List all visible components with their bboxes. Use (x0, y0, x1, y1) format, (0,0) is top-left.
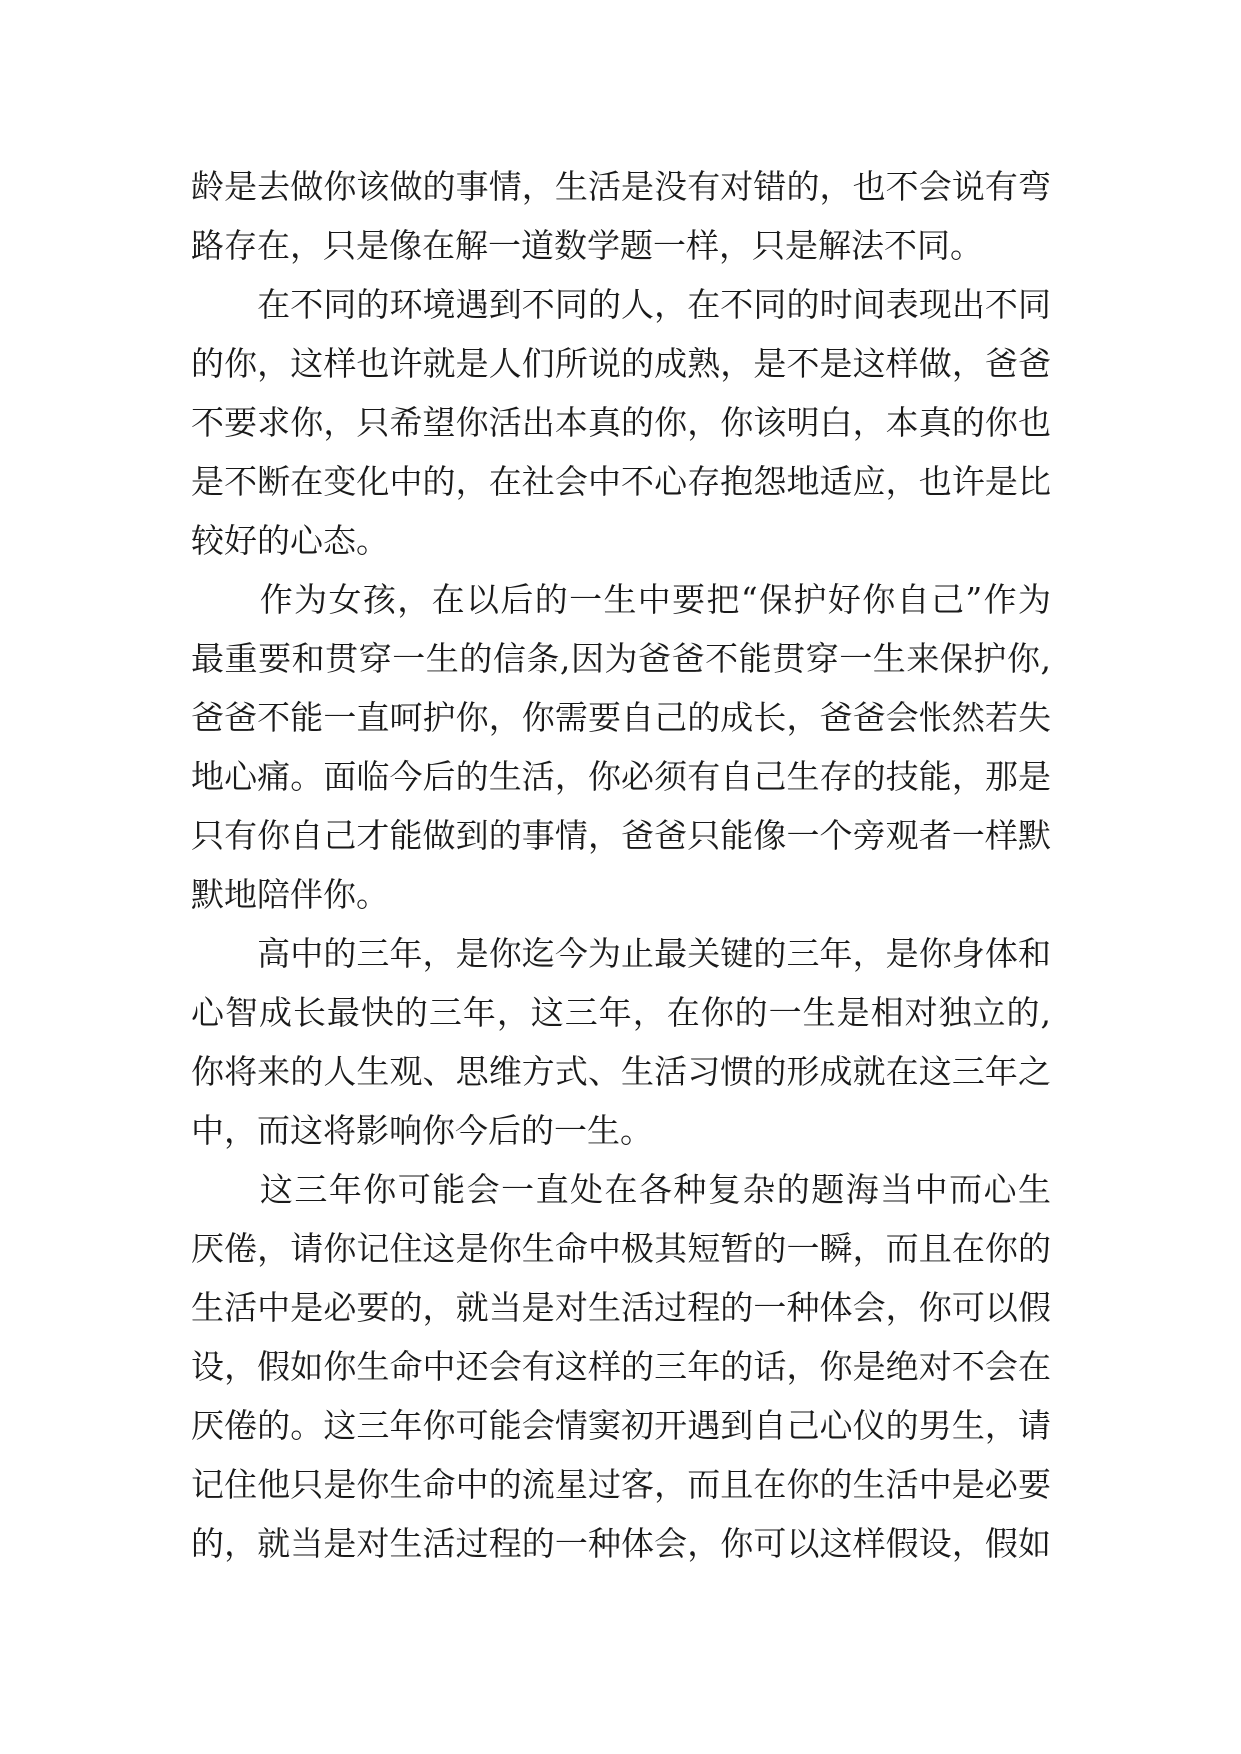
text-line: 最重要和贯穿一生的信条,因为爸爸不能贯穿一生来保护你, (191, 639, 1051, 678)
text-line: 只有你自己才能做到的事情，爸爸只能像一个旁观者一样默 (191, 816, 1051, 855)
text-line: 爸爸不能一直呵护你，你需要自己的成长，爸爸会怅然若失 (191, 698, 1051, 737)
text-line: 心智成长最快的三年，这三年，在你的一生是相对独立的, (191, 993, 1051, 1032)
text-line: 高中的三年，是你迄今为止最关键的三年，是你身体和 (191, 934, 1051, 973)
text-line: 记住他只是你生命中的流星过客，而且在你的生活中是必要 (191, 1465, 1051, 1504)
text-line: 厌倦的。这三年你可能会情窦初开遇到自己心仪的男生，请 (191, 1406, 1051, 1445)
text-line: 龄是去做你该做的事情，生活是没有对错的，也不会说有弯 (191, 167, 1051, 206)
text-line: 你将来的人生观、思维方式、生活习惯的形成就在这三年之 (191, 1052, 1051, 1091)
text-line: 在不同的环境遇到不同的人，在不同的时间表现出不同 (191, 285, 1051, 324)
text-line: 较好的心态。 (191, 521, 389, 560)
text-line: 中，而这将影响你今后的一生。 (191, 1111, 653, 1150)
text-line: 默地陪伴你。 (191, 875, 389, 914)
text-line: 厌倦，请你记住这是你生命中极其短暂的一瞬，而且在你的 (191, 1229, 1051, 1268)
text-line: 生活中是必要的，就当是对生活过程的一种体会，你可以假 (191, 1288, 1051, 1327)
text-line: 地心痛。面临今后的生活，你必须有自己生存的技能，那是 (191, 757, 1051, 796)
text-line: 设，假如你生命中还会有这样的三年的话，你是绝对不会在 (191, 1347, 1051, 1386)
body-text (191, 157, 1051, 1573)
text-line: 不要求你，只希望你活出本真的你，你该明白，本真的你也 (191, 403, 1051, 442)
text-line: 的，就当是对生活过程的一种体会，你可以这样假设，假如 (191, 1524, 1051, 1563)
text-line: 路存在，只是像在解一道数学题一样，只是解法不同。 (191, 226, 983, 265)
text-line: 的你，这样也许就是人们所说的成熟，是不是这样做，爸爸 (191, 344, 1051, 383)
text-line: 是不断在变化中的，在社会中不心存抱怨地适应，也许是比 (191, 462, 1051, 501)
text-line: 作为女孩，在以后的一生中要把“保护好你自己”作为 (191, 580, 1051, 619)
text-line: 这三年你可能会一直处在各种复杂的题海当中而心生 (191, 1170, 1051, 1209)
